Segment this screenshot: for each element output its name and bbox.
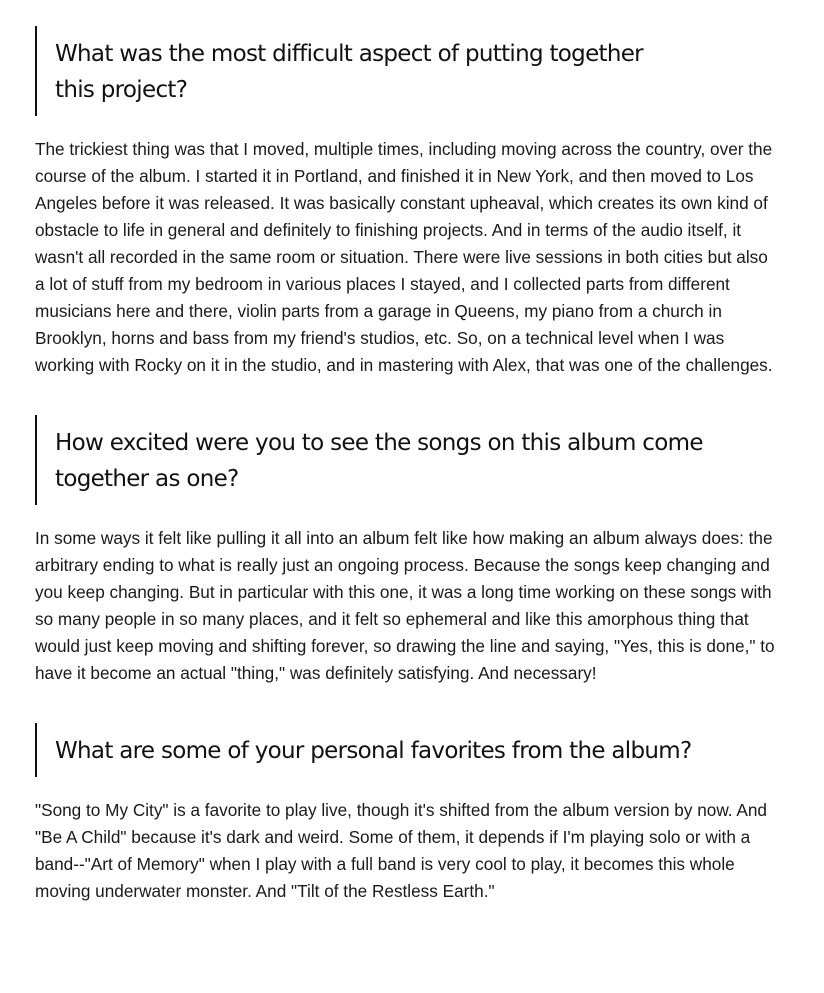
qa-section	[35, 415, 780, 687]
answer-paragraph: "Song to My City" is a favorite to play live, though it's shifted from the album version by now. And "Be A Child" because it's dark and weird. Some of them, it depends if I'm playing solo or with a band--"Art of Memory" when I play with a full band is very cool to play, it becomes this whole moving underwater monster. And "Tilt of the Restless Earth."	[35, 800, 767, 901]
answer-paragraph: In some ways it felt like pulling it all into an album felt like how making an album always does: the arbitrary ending to what is really just an ongoing process. Because the songs keep changing and you keep changing. But in particular with this one, it was a long time working on these songs with so many people in so many places, and it felt so ephemeral and like this amorphous thing that would just keep moving and shifting forever, so drawing the line and saying, "Yes, this is done," to have it become an actual "thing," was definitely satisfying. And necessary!	[35, 528, 775, 683]
question-heading: What was the most difficult aspect of putting together this project?	[35, 26, 675, 116]
question-heading: What are some of your personal favorites from the album?	[35, 723, 715, 777]
qa-section	[35, 723, 780, 905]
qa-section	[35, 26, 780, 379]
answer-paragraph: The trickiest thing was that I moved, multiple times, including moving across the country, over the course of the album. I started it in Portland, and finished it in New York, and then moved to Los Angeles before it was released. It was basically constant upheaval, which creates its own kind of obstacle to life in general and definitely to finishing projects. And in terms of the audio itself, it wasn't all recorded in the same room or situation. There were live sessions in both cities but also a lot of stuff from my bedroom in various places I stayed, and I collected parts from different musicians here and there, violin parts from a garage in Queens, my piano from a church in Brooklyn, horns and bass from my friend's studios, etc. So, on a technical level when I was working with Rocky on it in the studio, and in mastering with Alex, that was one of the challenges.	[35, 139, 773, 375]
question-heading: How excited were you to see the songs on this album come together as one?	[35, 415, 715, 505]
interview-article	[35, 26, 780, 905]
